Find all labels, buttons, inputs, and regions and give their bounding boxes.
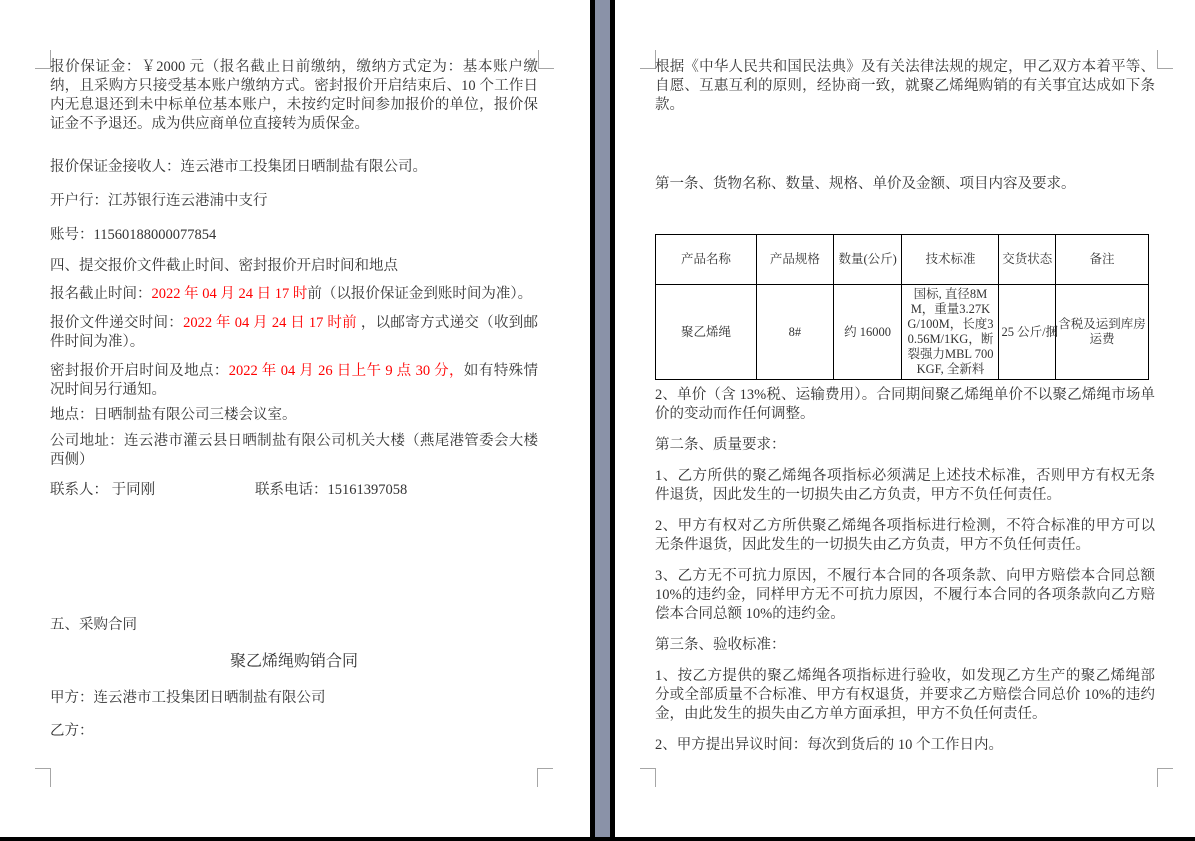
- opening-prefix: 密封报价开启时间及地点：: [50, 363, 229, 379]
- goods-table-header-row: [656, 235, 1149, 285]
- cell-remark: 含税及运到库房运费: [1056, 285, 1149, 380]
- paragraph-party-a: 甲方：连云港市工投集团日晒制盐有限公司: [50, 690, 326, 706]
- contact-phone: 联系电话：15161397058: [255, 482, 408, 498]
- document-page-left: [0, 0, 590, 837]
- paragraph-bid-deposit: 报价保证金：￥2000 元（报名截止日前缴纳，缴纳方式定为：基本账户缴纳，且采购方只接受基本账户缴纳方式。密封报价开启结束后、10 个工作日内无息退还到未中标单位基本账户，未按约定时间参加报价的单位，报价保证金不予退还。成为供应商单位直接转为质保金。: [50, 59, 538, 132]
- cell-product-spec: 8#: [757, 285, 834, 380]
- paragraph-account-number: 账号：11560188000077854: [50, 227, 217, 243]
- header-tech-standard: 技术标准: [902, 235, 999, 285]
- heading-article-1: 第一条、货物名称、数量、规格、单价及金额、项目内容及要求。: [655, 176, 1076, 192]
- opening-date-red: 2022 年 04 月 26 日上午 9 点 30 分，: [228, 363, 464, 379]
- crop-mark-bottom-right: [537, 768, 553, 787]
- cell-product-name: 聚乙烯绳: [656, 285, 757, 380]
- crop-mark-top-right: [538, 50, 554, 69]
- paragraph-bank: 开户行：江苏银行连云港浦中支行: [50, 193, 268, 209]
- opening-suffix: 如有特殊情况时间另行通知。: [50, 363, 539, 398]
- contract-title: 聚乙烯绳购销合同: [229, 653, 358, 670]
- paragraph-deposit-receiver: 报价保证金接收人：连云港市工投集团日晒制盐有限公司。: [50, 159, 427, 175]
- crop-mark-top-right: [1157, 50, 1173, 69]
- cell-delivery-state: 25 公斤/捆: [999, 285, 1056, 380]
- paragraph-acceptance-2: 2、甲方提出异议时间：每次到货后的 10 个工作日内。: [655, 737, 1003, 753]
- paragraph-location: 地点：日晒制盐有限公司三楼会议室。: [50, 407, 297, 423]
- paragraph-quality-1: 1、乙方所供的聚乙烯绳各项指标必须满足上述技术标准，否则甲方有权无条件退货，因此发生的一切损失由乙方负责，甲方不负任何责任。: [655, 468, 1155, 503]
- header-quantity: 数量(公斤): [833, 235, 902, 285]
- paragraph-quality-3: 3、乙方无不可抗力原因，不履行本合同的各项条款、向甲方赔偿本合同总额 10%的违约金，同样甲方无不可抗力原因，不履行本合同的各项条款向乙方赔偿本合同总额 10%的违约金。: [655, 568, 1155, 622]
- paragraph-company-address: 公司地址：连云港市灌云县日晒制盐有限公司机关大楼（燕尾港管委会大楼西侧）: [50, 433, 538, 468]
- paragraph-contract-intro: 根据《中华人民共和国民法典》及有关法律法规的规定，甲乙双方本着平等、自愿、互惠互利的原则，经协商一致，就聚乙烯绳购销的有关事宜达成如下条款。: [655, 59, 1155, 113]
- paragraph-opening-time: [50, 362, 538, 400]
- bottom-edge-bar: [0, 837, 1195, 841]
- goods-table: [655, 234, 1149, 380]
- paragraph-registration-deadline: [50, 285, 538, 304]
- document-page-right: [615, 0, 1195, 837]
- paragraph-party-b: 乙方：: [50, 723, 94, 739]
- heading-section-5: 五、采购合同: [50, 617, 137, 633]
- deadline-prefix: 报名截止时间：: [50, 286, 152, 302]
- header-delivery-state: 交货状态: [999, 235, 1056, 285]
- crop-mark-bottom-left: [35, 768, 51, 787]
- submission-date-red: 2022 年 04 月 24 日 17 时前: [183, 315, 357, 331]
- deadline-suffix: 前（以报价保证金到账时间为准）。: [307, 286, 533, 302]
- paragraph-acceptance-1: 1、按乙方提供的聚乙烯绳各项指标进行验收，如发现乙方生产的聚乙烯绳部分或全部质量不合标准、甲方有权退货，并要求乙方赔偿合同总价 10%的违约金，由此发生的损失由乙方单方面承担，甲方不负任何责任。: [655, 668, 1155, 722]
- paragraph-price-clause: 2、单价（含 13%税、运输费用）。合同期间聚乙烯绳单价不以聚乙烯绳市场单价的变动而作任何调整。: [655, 387, 1155, 422]
- right-page-content: [655, 58, 1155, 770]
- contact-name: 联系人： 于同刚: [50, 482, 156, 498]
- submission-suffix: ，以邮寄方式递交（收到邮件时间为准）。: [50, 315, 539, 350]
- paragraph-quality-2: 2、甲方有权对乙方所供聚乙烯绳各项指标进行检测，不符合标准的甲方可以无条件退货，因此发生的一切损失由乙方负责，甲方不负任何责任。: [655, 518, 1155, 553]
- crop-mark-bottom-left: [640, 768, 656, 787]
- crop-mark-top-left: [640, 50, 656, 69]
- left-page-content: [50, 58, 538, 756]
- heading-article-2: 第二条、质量要求：: [655, 437, 786, 453]
- heading-section-4: 四、提交报价文件截止时间、密封报价开启时间和地点: [50, 258, 398, 274]
- crop-mark-bottom-right: [1157, 768, 1173, 787]
- goods-table-data-row: [656, 285, 1149, 380]
- paragraph-submission-time: [50, 314, 538, 352]
- cell-quantity: 约 16000: [833, 285, 902, 380]
- header-remark: 备注: [1056, 235, 1149, 285]
- header-product-name: 产品名称: [656, 235, 757, 285]
- header-product-spec: 产品规格: [757, 235, 834, 285]
- submission-prefix: 报价文件递交时间：: [50, 315, 184, 331]
- deadline-date-red: 2022 年 04 月 24 日 17 时: [151, 286, 308, 302]
- heading-article-3: 第三条、验收标准：: [655, 637, 786, 653]
- page-gap-divider: [590, 0, 615, 837]
- cell-tech-standard: 国标, 直径8MM，重量3.27KG/100M，长度30.56M/1KG，断裂强力MBL 700KGF, 全新料: [902, 285, 999, 380]
- paragraph-contact: [50, 481, 538, 500]
- crop-mark-top-left: [35, 50, 51, 69]
